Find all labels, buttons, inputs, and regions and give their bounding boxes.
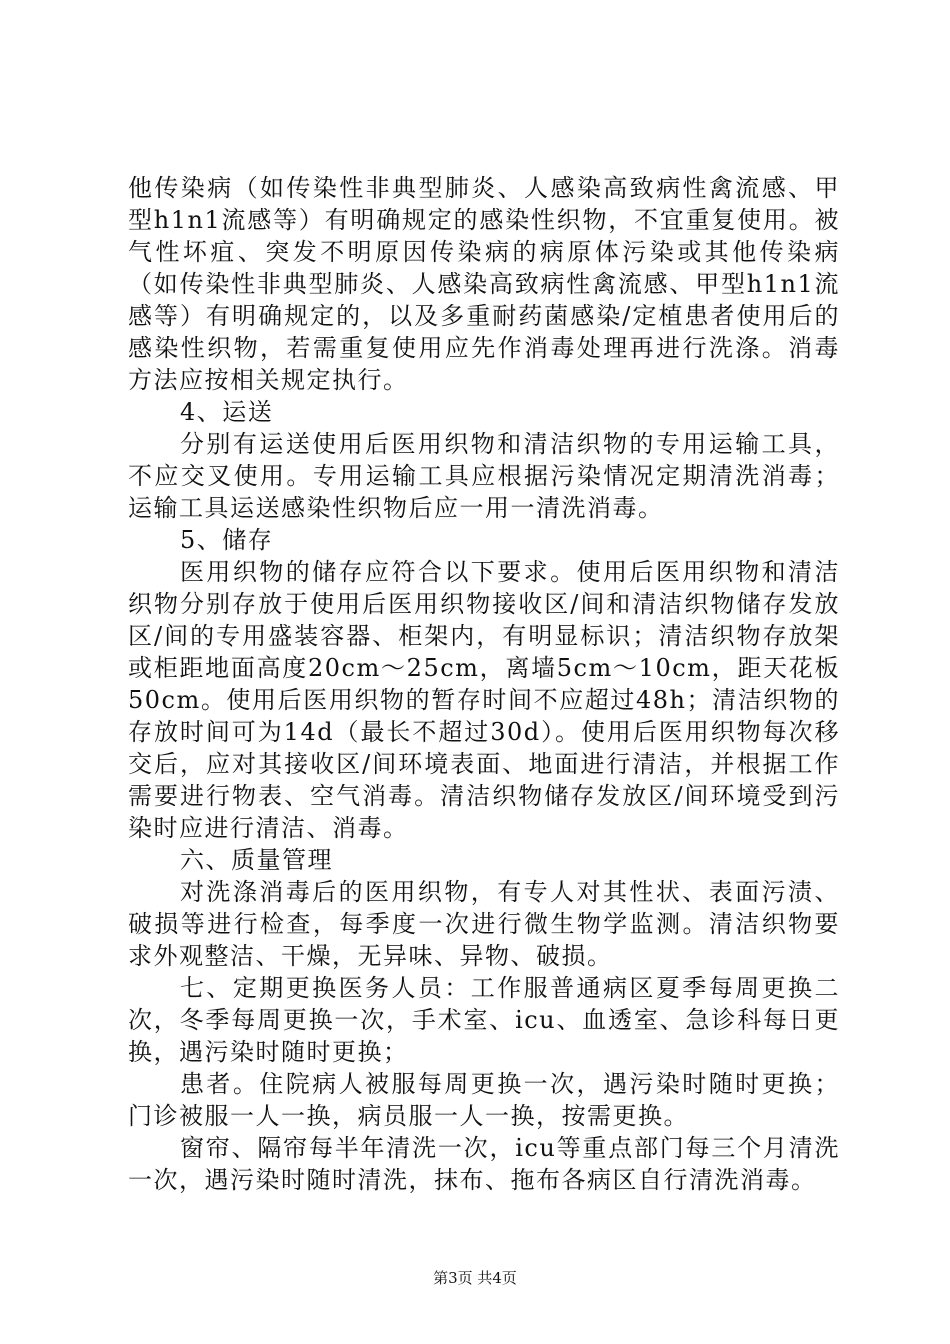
- paragraph-quality-management: 对洗涤消毒后的医用织物，有专人对其性状、表面污渍、破损等进行检查，每季度一次进行微生物学监测。清洁织物要求外观整洁、干燥，无异味、异物、破损。: [128, 878, 840, 970]
- paragraph-staff-replacement: 七、定期更换医务人员：工作服普通病区夏季每周更换二次，冬季每周更换一次，手术室、icu、血透室、急诊科每日更换，遇污染时随时更换；: [128, 974, 840, 1066]
- heading-storage: 5、储存: [180, 526, 274, 554]
- paragraph-transport: 分别有运送使用后医用织物和清洁织物的专用运输工具，不应交叉使用。专用运输工具应根据污染情况定期清洗消毒；运输工具运送感染性织物后应一用一清洗消毒。: [128, 430, 840, 522]
- document-body: [128, 172, 840, 1196]
- paragraph-patient-replacement: 患者。住院病人被服每周更换一次，遇污染时随时更换；门诊被服一人一换，病员服一人一换，按需更换。: [128, 1070, 840, 1130]
- heading-quality-management: 六、质量管理: [180, 846, 333, 874]
- paragraph-storage: 医用织物的储存应符合以下要求。使用后医用织物和清洁织物分别存放于使用后医用织物接收区/间和清洁织物储存发放区/间的专用盛装容器、柜架内，有明显标识；清洁织物存放架或柜距地面高度20cm～25cm，离墙5cm～10cm，距天花板50cm。使用后医用织物的暂存时间不应超过48h；清洁织物的存放时间可为14d（最长不超过30d）。使用后医用织物每次移交后，应对其接收区/间环境表面、地面进行清洁，并根据工作需要进行物表、空气消毒。清洁织物储存发放区/间环境受到污染时应进行清洁、消毒。: [128, 558, 840, 842]
- paragraph-curtain-cleaning: 窗帘、隔帘每半年清洗一次，icu等重点部门每三个月清洗一次，遇污染时随时清洗，抹布、拖布各病区自行清洗消毒。: [128, 1134, 840, 1194]
- paragraph-continuation: 他传染病（如传染性非典型肺炎、人感染高致病性禽流感、甲型h1n1流感等）有明确规定的感染性织物，不宜重复使用。被气性坏疽、突发不明原因传染病的病原体污染或其他传染病（如传染性非典型肺炎、人感染高致病性禽流感、甲型h1n1流感等）有明确规定的，以及多重耐药菌感染/定植患者使用后的感染性织物，若需重复使用应先作消毒处理再进行洗涤。消毒方法应按相关规定执行。: [128, 174, 840, 394]
- page-footer: 第3页 共4页: [433, 1269, 517, 1287]
- heading-transport: 4、运送: [180, 398, 274, 426]
